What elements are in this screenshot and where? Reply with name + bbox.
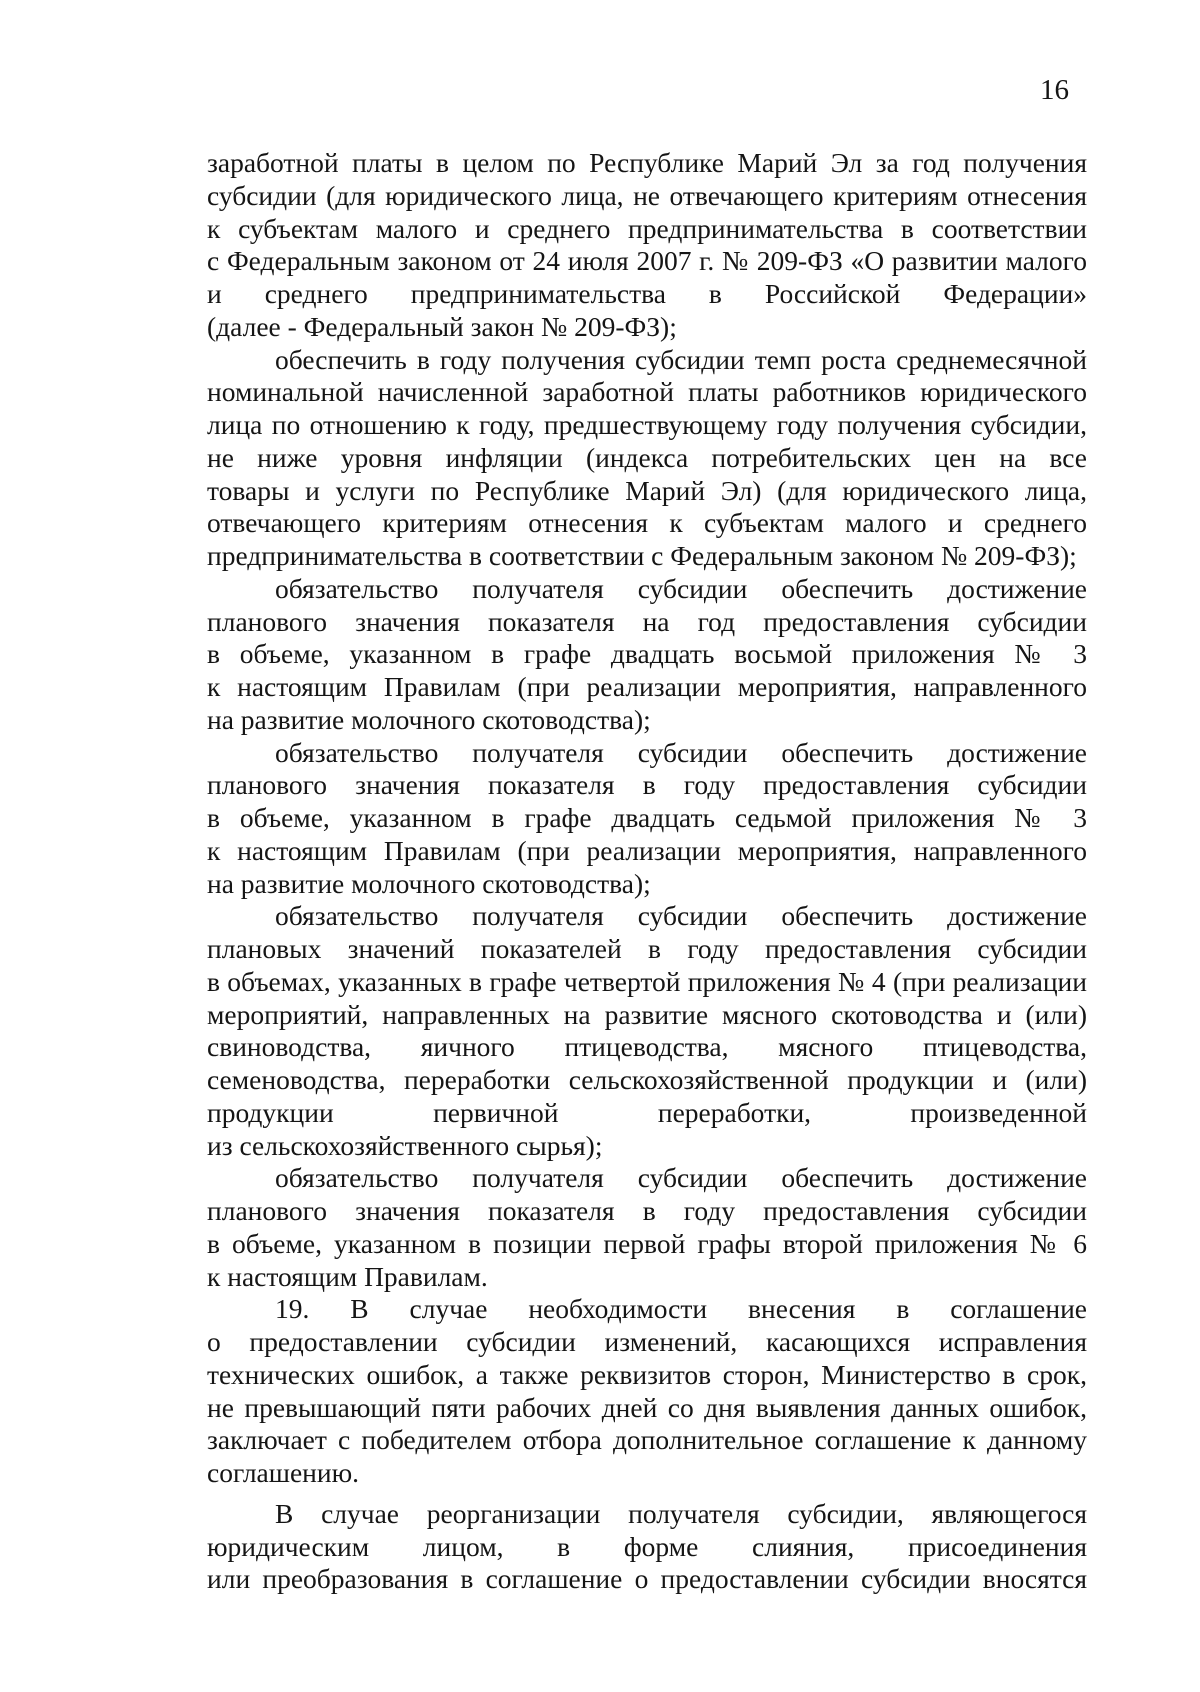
text-line: обязательство получателя субсидии обеспечить достижение (275, 572, 1087, 604)
text-line: мероприятий, направленных на развитие мясного скотоводства и (или) (207, 998, 1087, 1030)
text-line: в объемах, указанных в графе четвертой приложения № 4 (при реализации (207, 965, 1087, 997)
paragraph (207, 1162, 1087, 1293)
text-line: лица по отношению к году, предшествующему году получения субсидии, (207, 409, 1087, 440)
text-line: (далее - Федеральный закон № 209-ФЗ); (207, 310, 677, 342)
paragraph (207, 1498, 1087, 1596)
paragraph (207, 344, 1087, 573)
text-line: плановых значений показателей в году предоставления субсидии (207, 933, 1087, 964)
paragraph (207, 900, 1087, 1162)
text-line: заключает с победителем отбора дополнительное соглашение к данному (207, 1424, 1087, 1456)
text-line: обязательство получателя субсидии обеспечить достижение (275, 736, 1087, 768)
text-line: на развитие молочного скотоводства); (207, 703, 651, 735)
text-line: семеноводства, переработки сельскохозяйственной продукции и (или) (207, 1064, 1087, 1095)
text-line: в объеме, указанном в графе двадцать седьмой приложения № 3 (207, 802, 1087, 833)
text-line: на развитие молочного скотоводства); (207, 867, 651, 899)
text-line: планового значения показателя в году предоставления субсидии (207, 1195, 1087, 1226)
text-line: планового значения показателя на год предоставления субсидии (207, 605, 1087, 637)
text-line: в объеме, указанном в позиции первой графы второй приложения № 6 (207, 1227, 1087, 1259)
page-number: 16 (1040, 74, 1069, 106)
text-line: с Федеральным законом от 24 июля 2007 г. № 209-ФЗ «О развитии малого (207, 245, 1087, 277)
text-line: В случае реорганизации получателя субсидии, являющегося (275, 1497, 1087, 1529)
text-line: обязательство получателя субсидии обеспечить достижение (275, 900, 1087, 932)
text-line: отвечающего критериям отнесения к субъектам малого и среднего (207, 507, 1087, 539)
text-line: планового значения показателя в году предоставления субсидии (207, 769, 1087, 801)
text-line: субсидии (для юридического лица, не отвечающего критериям отнесения (207, 179, 1087, 211)
paragraph (207, 573, 1087, 737)
text-line: соглашению. (207, 1457, 360, 1488)
text-line: обеспечить в году получения субсидии темп роста среднемесячной (275, 343, 1087, 375)
paragraph (207, 1293, 1087, 1490)
text-line: или преобразования в соглашение о предоставлении субсидии вносятся (207, 1563, 1087, 1595)
paragraph (207, 737, 1087, 901)
text-line: из сельскохозяйственного сырья); (207, 1129, 603, 1161)
text-line: к настоящим Правилам (при реализации мероприятия, направленного (207, 834, 1087, 866)
text-line: свиноводства, яичного птицеводства, мясного птицеводства, (207, 1031, 1087, 1063)
document-body (207, 147, 1087, 1596)
text-line: в объеме, указанном в графе двадцать восьмой приложения № 3 (207, 638, 1087, 670)
text-line: номинальной начисленной заработной платы работников юридического (207, 376, 1087, 408)
text-line: юридическим лицом, в форме слияния, присоединения (207, 1530, 1087, 1562)
text-line: к субъектам малого и среднего предпринимательства в соответствии (207, 212, 1087, 244)
text-line: продукции первичной переработки, произведенной (207, 1096, 1087, 1128)
text-line: заработной платы в целом по Республике Марий Эл за год получения (207, 147, 1087, 178)
text-line: о предоставлении субсидии изменений, касающихся исправления (207, 1326, 1087, 1357)
text-line: не превышающий пяти рабочих дней со дня выявления данных ошибок, (207, 1391, 1087, 1423)
text-line: товары и услуги по Республике Марий Эл) (для юридического лица, (207, 474, 1087, 506)
text-line: к настоящим Правилам (при реализации мероприятия, направленного (207, 671, 1087, 702)
text-line: не ниже уровня инфляции (индекса потребительских цен на все (207, 441, 1087, 473)
text-line: обязательство получателя субсидии обеспечить достижение (275, 1162, 1087, 1194)
text-line: предпринимательства в соответствии с Федеральным законом № 209-ФЗ); (207, 540, 1077, 571)
text-line: 19. В случае необходимости внесения в соглашение (275, 1293, 1087, 1325)
text-line: технических ошибок, а также реквизитов сторон, Министерство в срок, (207, 1358, 1087, 1390)
text-line: и среднего предпринимательства в Российской Федерации» (207, 278, 1087, 309)
paragraph (207, 147, 1087, 344)
text-line: к настоящим Правилам. (207, 1260, 488, 1292)
